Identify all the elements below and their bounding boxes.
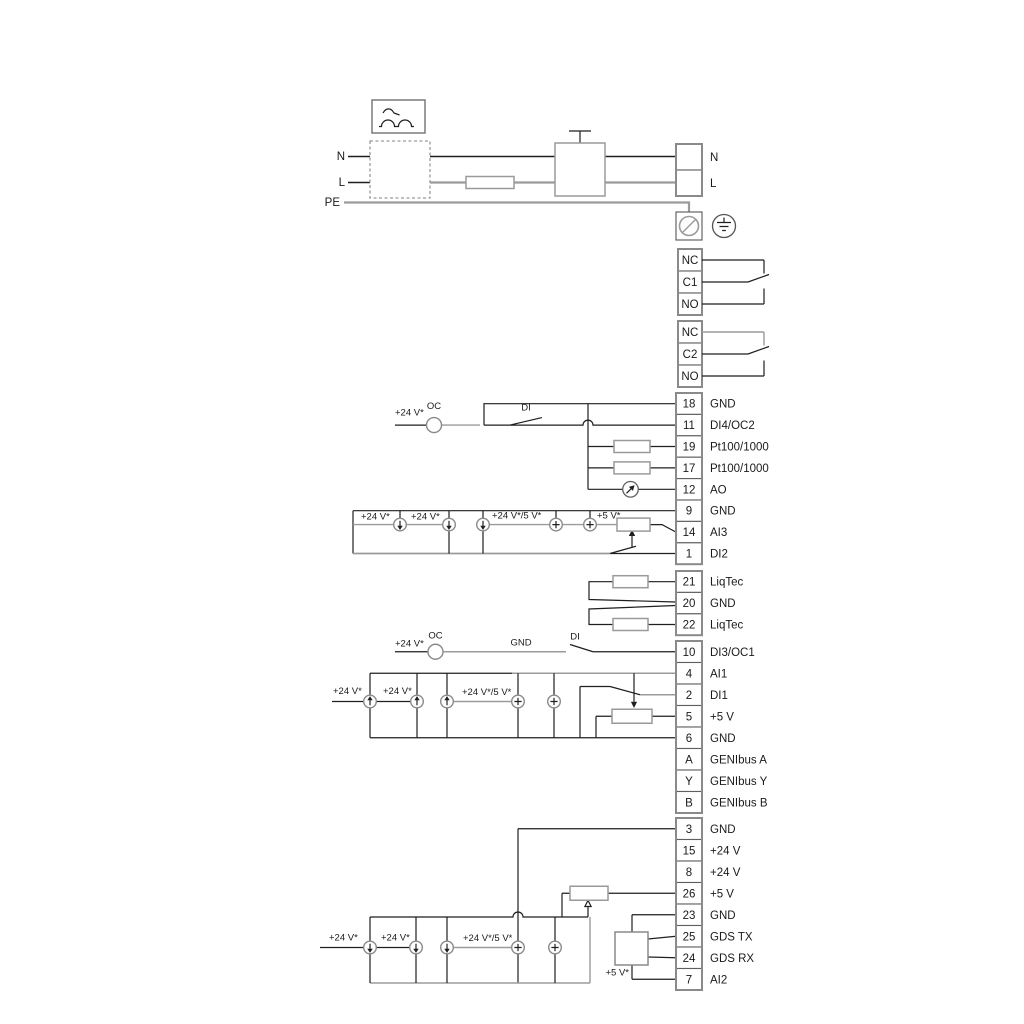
terminal-label: +24 V [710,866,741,879]
relay2-terminal-block [678,321,702,387]
ac-supply-icon [372,100,425,133]
current-source-icon [441,695,454,708]
v24-label: +24 V* [381,932,410,944]
terminal-number: 15 [682,845,696,858]
terminal-label: GND [710,823,736,836]
mains-l-label: L [338,177,345,189]
voltage-source-icon [584,518,597,531]
current-source-icon [364,941,377,954]
v24-label: +24 V* [361,511,390,523]
relay1-terminal-block [678,249,702,315]
v24-label: +24 V* [329,932,358,944]
terminal-label: AI2 [710,974,728,987]
terminal-number: 11 [683,420,695,433]
v24-v5-label: +24 V*/5 V* [462,687,512,698]
terminal-label: GND [710,505,736,518]
terminal-number: 10 [682,646,696,659]
voltage-source-icon [548,695,561,708]
gnd-wire-label: GND [510,637,532,649]
gds-sensor-box [615,932,648,965]
terminal-label: Pt100/1000 [710,462,769,475]
terminal-label: DI3/OC1 [710,646,755,659]
current-source-icon [441,941,454,954]
terminal-number: 18 [682,398,696,411]
terminal-label: DI4/OC2 [710,420,755,433]
terminal-number: A [685,754,693,767]
terminal-label: DI2 [710,548,728,561]
terminal-number: 20 [682,598,696,611]
relay2-nc: NC [681,327,699,339]
terminal-label: AI3 [710,527,728,540]
terminal-number: 9 [685,505,693,518]
terminal-label: GDS TX [710,931,753,944]
terminal-label: +5 V [710,711,734,724]
potentiometer [617,518,650,531]
terminal-label: GND [710,398,736,411]
terminal-label: +5 V [710,888,734,901]
terminal-label: +24 V [710,845,741,858]
terminal-label: GENIbus A [710,754,767,767]
terminal-label: GENIbus Y [710,775,768,788]
current-source-icon [443,518,456,531]
v24-label: +24 V* [383,686,412,697]
v5-label: +5 V* [605,967,629,979]
terminal-label: AO [710,484,727,497]
terminal-number: 6 [685,732,693,745]
terminal-number: 2 [685,689,693,702]
v24-label: +24 V* [395,638,424,650]
current-source-icon [410,941,423,954]
di-label: DI [570,631,580,643]
relay1-no: NO [681,299,699,311]
oc-label: OC [426,401,442,412]
terminal-label: GND [710,598,736,611]
voltage-source-icon [550,518,563,531]
current-source-icon [394,518,407,531]
v24-v5-label: +24 V*/5 V* [463,933,513,944]
voltage-source-icon [512,941,525,954]
relay2-c2: C2 [682,349,698,361]
terminal-strip-2 [676,571,743,635]
screw-terminal-icon [676,212,702,240]
potentiometer [570,886,608,900]
terminal-label: AI1 [710,668,728,681]
v24-v5-label: +24 V*/5 V* [492,510,542,522]
terminal-number: 7 [685,974,693,987]
mains-pe-label: PE [324,197,340,209]
fuse [466,177,514,189]
liqtec-sensor-resistor [613,619,648,631]
mains-n-label: N [336,151,345,163]
current-source-icon [411,695,424,708]
current-source-icon [364,695,377,708]
v24-label: +24 V* [411,511,440,523]
terminal-label: GENIbus B [710,797,768,810]
earth-icon [713,215,736,238]
mains-terminal-block [676,144,702,196]
current-source-icon [477,518,490,531]
liqtec-sensor-resistor [613,576,648,588]
terminal-label: GND [710,732,736,745]
terminal-number: B [685,797,693,810]
terminal-label: LiqTec [710,576,744,589]
terminal-number: 14 [682,527,696,540]
terminal-label: DI1 [710,689,728,702]
relay1-nc: NC [681,255,699,267]
v5-label: +5 V* [597,510,621,522]
terminal-number: Y [685,775,693,788]
terminal-number: 19 [682,441,696,454]
voltage-source-icon [512,695,525,708]
open-collector-icon [427,418,442,433]
terminal-n-label: N [710,152,719,164]
terminal-number: 1 [685,548,693,561]
terminal-number: 12 [682,484,696,497]
terminal-number: 23 [682,909,696,922]
terminal-number: 8 [685,866,693,879]
relay2-no: NO [681,371,699,383]
terminal-number: 4 [685,668,693,681]
voltage-source-icon [549,941,562,954]
terminal-number: 26 [682,888,696,901]
terminal-label: GND [710,909,736,922]
terminal-label: GDS RX [710,952,755,965]
terminal-number: 17 [682,462,696,475]
terminal-number: 21 [682,576,696,589]
pt100-sensor-resistor [614,462,650,474]
terminal-number: 5 [685,711,693,724]
terminal-number: 24 [682,952,696,965]
terminal-label: Pt100/1000 [710,441,769,454]
mains-switch-box [555,143,605,196]
analog-output-meter-icon [623,482,639,498]
v24-label: +24 V* [395,407,424,419]
relay1-c1: C1 [682,277,698,289]
potentiometer [612,709,652,723]
terminal-number: 22 [682,619,696,632]
di-label: DI [521,402,531,414]
terminal-number: 25 [682,931,696,944]
terminal-l-label: L [710,178,717,190]
terminal-number: 3 [685,823,693,836]
v24-label: +24 V* [333,686,362,697]
pt100-sensor-resistor [614,441,650,453]
terminal-label: LiqTec [710,619,744,632]
oc-label: OC [428,630,443,642]
open-collector-icon [428,644,443,659]
